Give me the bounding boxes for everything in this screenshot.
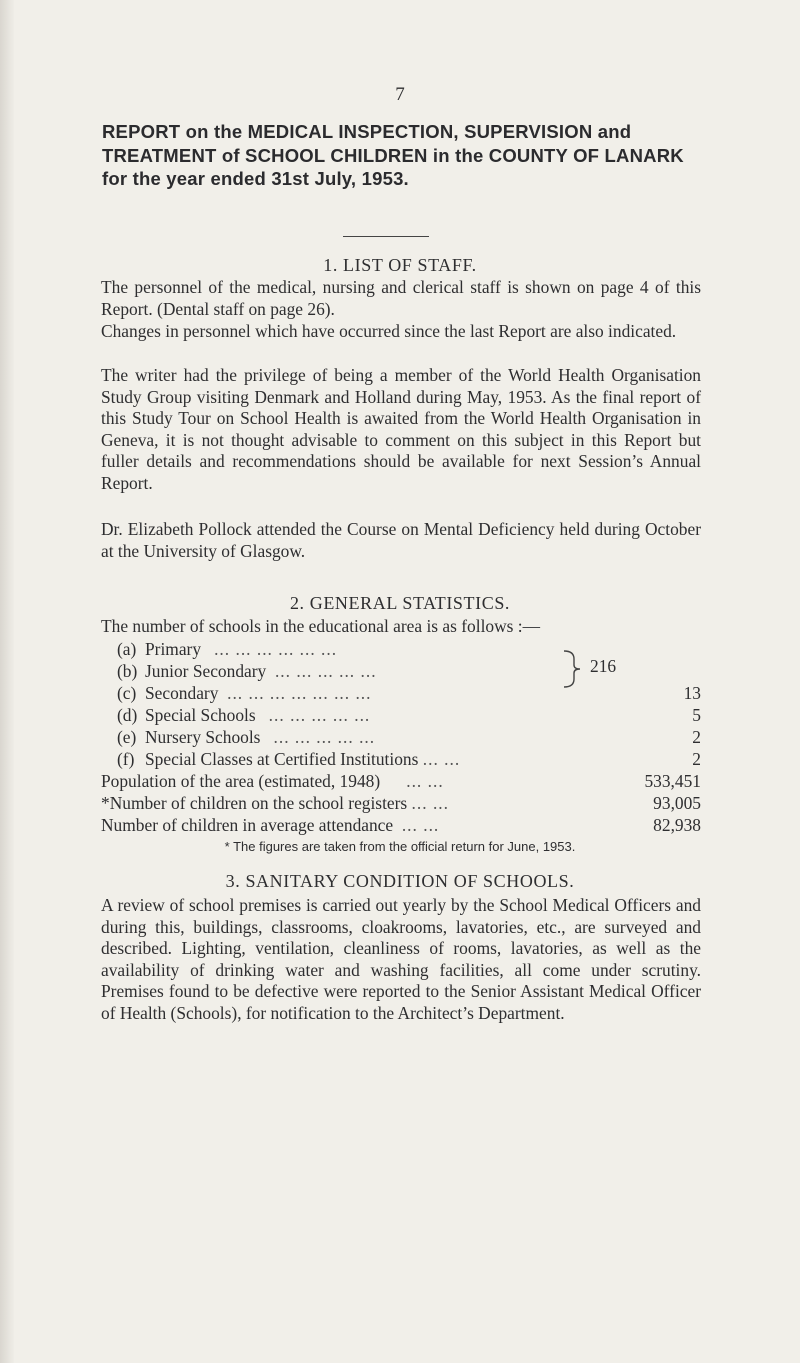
primary-junior-total: 216	[590, 656, 617, 676]
section-1-paragraph-4: Dr. Elizabeth Pollock attended the Course on Mental Deficiency held during October at the University of Glasgow.	[101, 519, 701, 561]
page-edge-shadow	[0, 0, 14, 1363]
section-1-paragraph-2: Changes in personnel which have occurred since the last Report are also indicated.	[101, 321, 677, 341]
school-row-special-schools: (d) Special Schools ... ... ... ... ... 5	[117, 705, 701, 725]
school-row-junior-secondary: (b) Junior Secondary ... ... ... ... ...	[117, 661, 377, 681]
population-row: Population of the area (estimated, 1948) ... ... 533,451	[101, 771, 701, 791]
report-title: REPORT on the MEDICAL INSPECTION, SUPERVISION and TREATMENT of SCHOOL CHILDREN in the COUNTY OF LANARK for the year ended 31st July, 1953.	[102, 121, 684, 189]
section-1-paragraph-1: The personnel of the medical, nursing and clerical staff is shown on page 4 of this Report. (Dental staff on page 26).	[101, 277, 701, 319]
section-2-heading: 2. GENERAL STATISTICS.	[289, 593, 511, 613]
section-3-heading: 3. SANITARY CONDITION OF SCHOOLS.	[225, 871, 575, 891]
school-row-primary: (a) Primary ... ... ... ... ... ...	[117, 639, 338, 659]
section-1-paragraph-3: The writer had the privilege of being a member of the World Health Organisation Study Group visiting Denmark and Holland during May, 1953. As the final report of this Study Tour on School Health is awaited from the World Health Organisation in Geneva, it is not thought advisable to comment on this subject in this Report but fuller details and recommendations should be available for next Session’s Annual Report.	[101, 365, 701, 493]
population-value: 533,451	[644, 771, 701, 791]
school-row-nursery-schools: (e) Nursery Schools ... ... ... ... ... 2	[117, 727, 701, 747]
secondary-count: 13	[683, 683, 701, 703]
attendance-value: 82,938	[653, 815, 701, 835]
schools-intro: The number of schools in the educational area is as follows :—	[101, 616, 540, 636]
special-classes-count: 2	[692, 749, 701, 769]
statistics-footnote: * The figures are taken from the official return for June, 1953.	[224, 839, 576, 854]
section-1-heading: 1. LIST OF STAFF.	[323, 255, 477, 275]
school-row-secondary: (c) Secondary ... ... ... ... ... ... ... 13	[117, 683, 701, 703]
nursery-schools-count: 2	[692, 727, 701, 747]
page-number: 7	[395, 84, 405, 105]
registered-children-row: *Number of children on the school registers ... ... 93,005	[101, 793, 701, 813]
special-schools-count: 5	[692, 705, 701, 725]
registered-children-value: 93,005	[653, 793, 701, 813]
title-divider	[343, 236, 429, 237]
school-row-special-classes: (f) Special Classes at Certified Institutions ... ... 2	[117, 749, 701, 769]
section-3-paragraph: A review of school premises is carried out yearly by the School Medical Officers and during this, buildings, classrooms, cloakrooms, lavatories, etc., are surveyed and described. Lighting, ventilation, cleanliness of rooms, lavatories, as well as the availability of drinking water and washing facilities, all come under scrutiny. Premises found to be defective were reported to the Senior Assistant Medical Officer of Health (Schools), for notification to the Architect’s Department.	[101, 895, 701, 1023]
attendance-row: Number of children in average attendance ... ... 82,938	[101, 815, 701, 835]
